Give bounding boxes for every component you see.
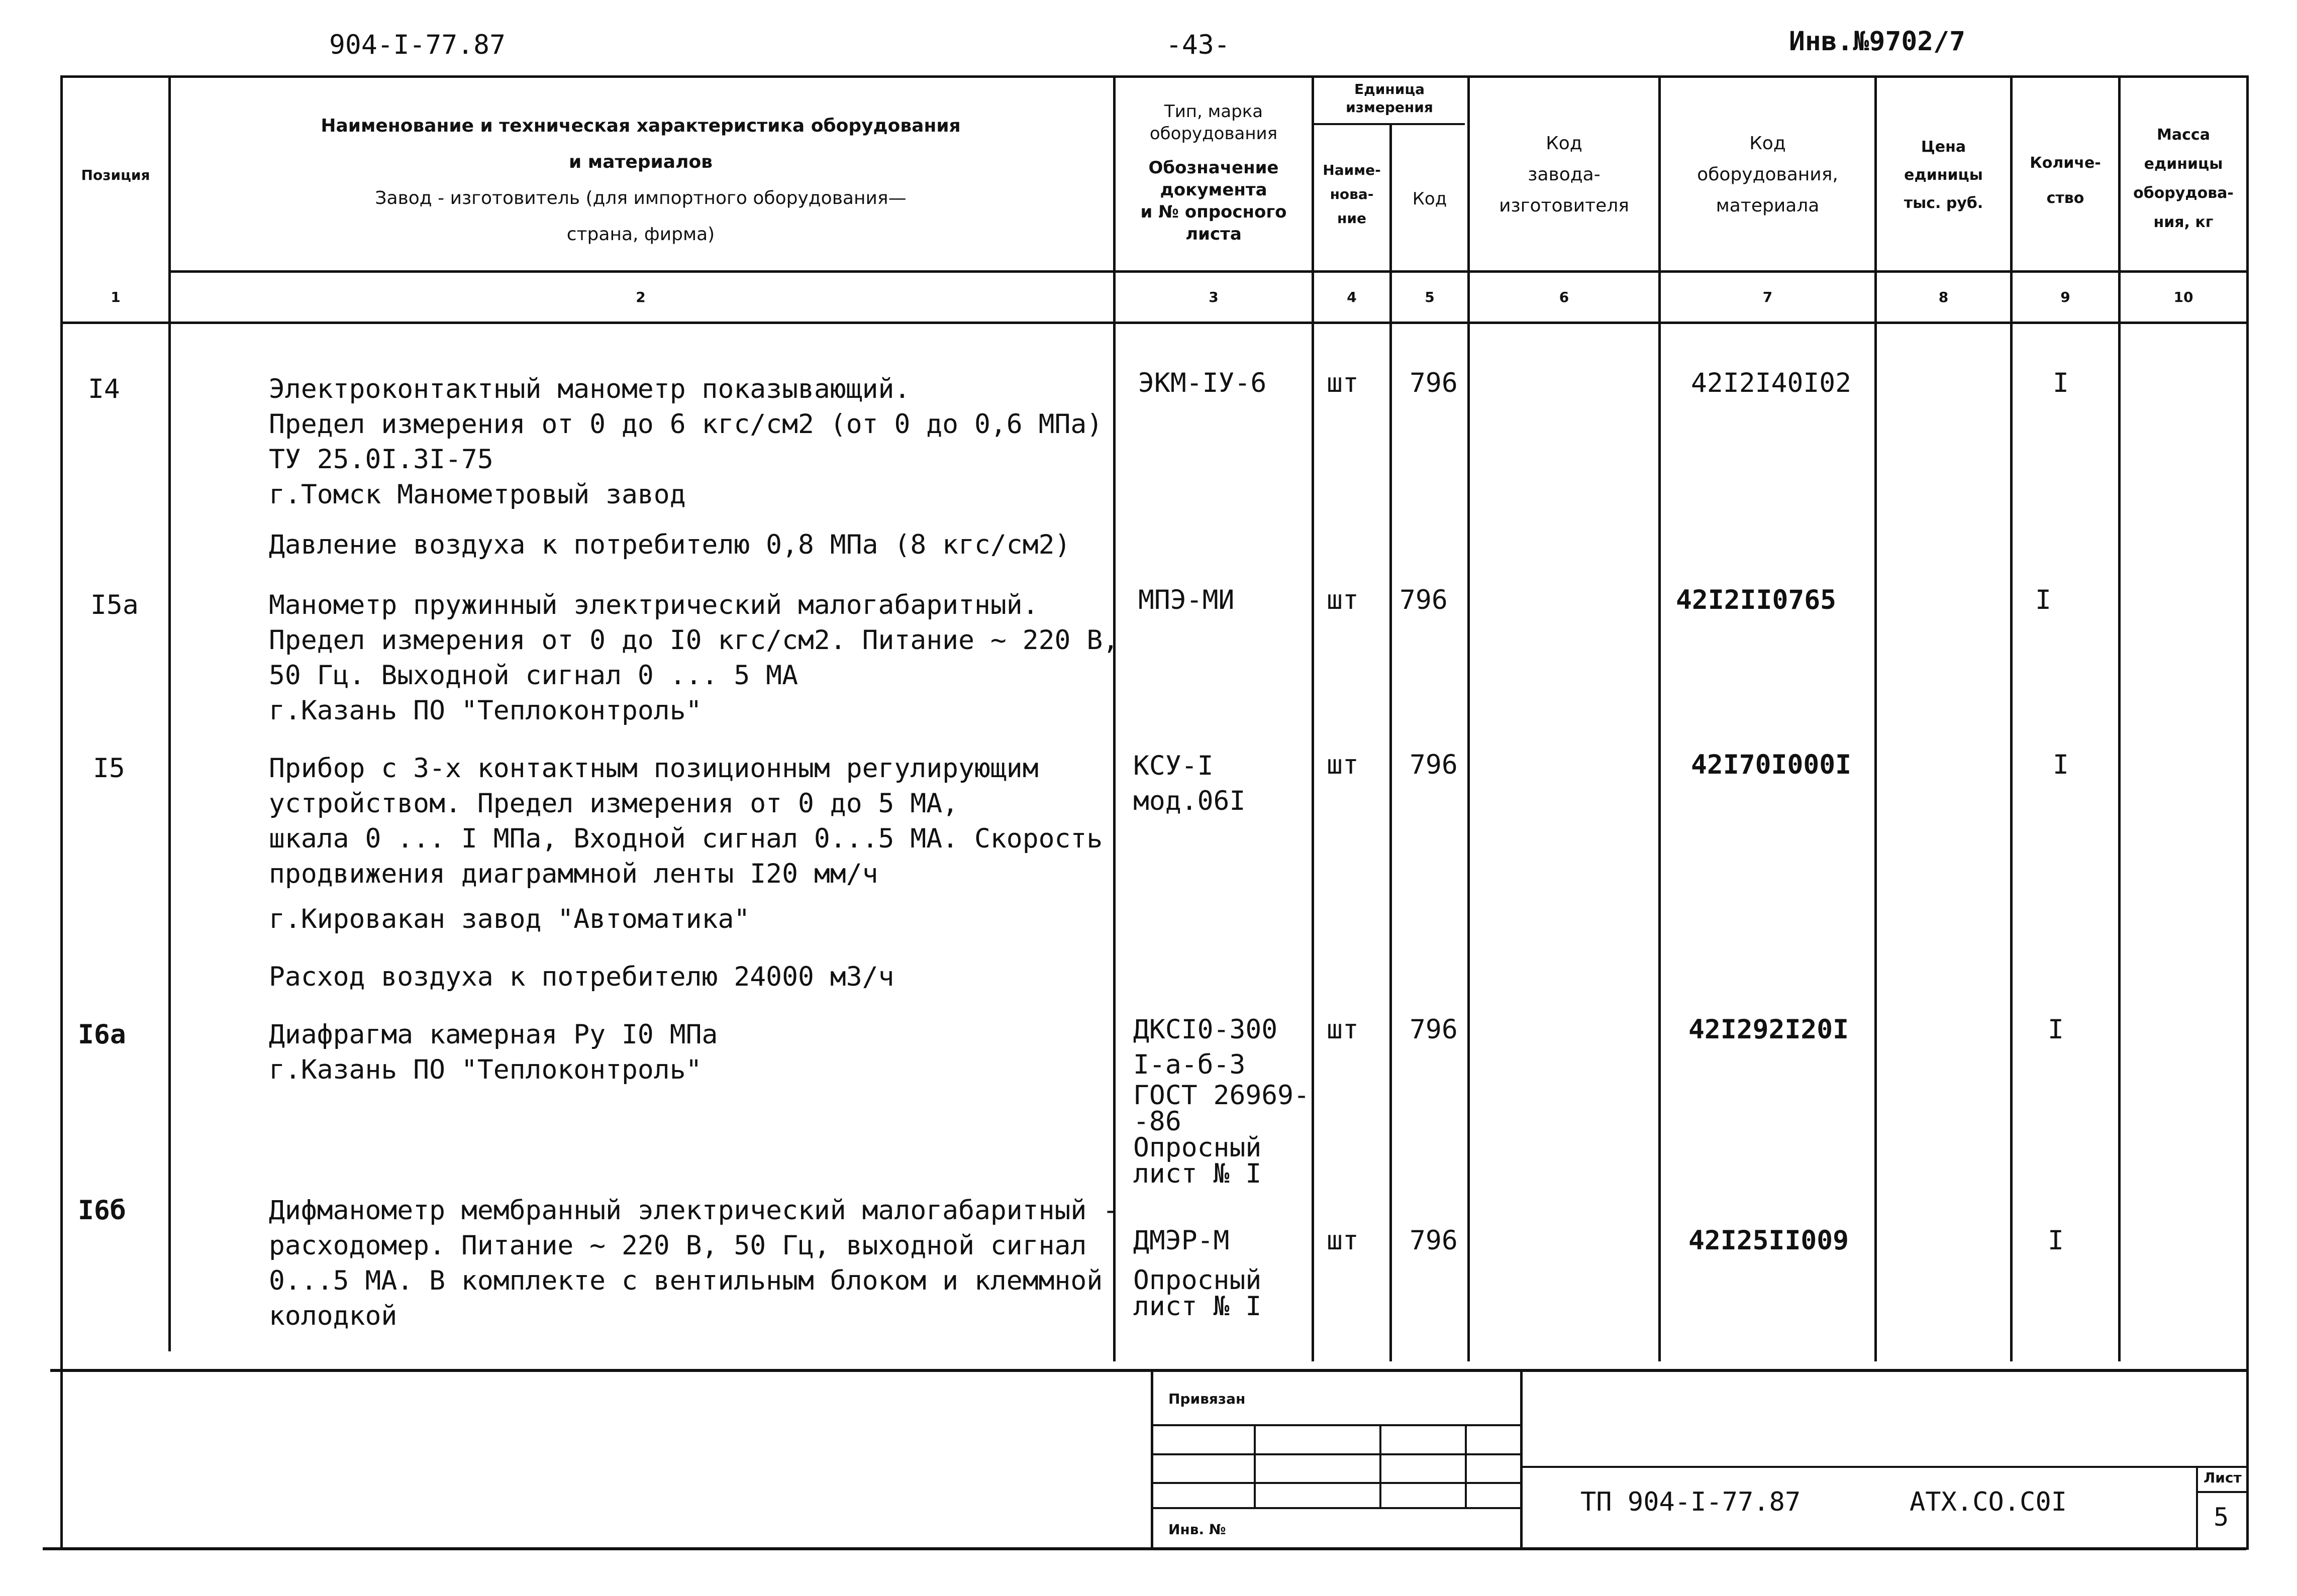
- row-position: I5: [93, 753, 125, 784]
- row-equipment-code: 42I2II0765: [1676, 585, 1837, 615]
- header-type: Тип, марка оборудования Обозначение документа и № опросного листа: [1140, 101, 1287, 244]
- col-number-1: 1: [111, 289, 121, 305]
- stamp-doc-top-line: [1523, 1466, 2246, 1468]
- col-number-2: 2: [636, 289, 646, 305]
- row-unit-code: 796: [1410, 368, 1458, 398]
- row-description: Электроконтактный манометр показывающий. Предел измерения от 0 до 6 кгс/см2 (от 0 до 0,6 МПа) ТУ 25.0I.3I-75 г.Томск Манометровый завод: [269, 374, 1103, 510]
- stamp-inv-label: Инв. №: [1168, 1521, 1226, 1538]
- sheet-label: Лист: [2204, 1469, 2242, 1486]
- row-unit: шт: [1327, 1014, 1359, 1045]
- sheet-box-left: [2196, 1466, 2198, 1549]
- row-position: I6а: [78, 1019, 126, 1050]
- row-description: Манометр пружинный электрический малогабаритный. Предел измерения от 0 до I0 кгс/см2. Питание ~ 220 В, 50 Гц. Выходной сигнал 0 ... 5 МА г.Казань ПО "Теплоконтроль": [269, 590, 1119, 726]
- row-position: I5а: [90, 590, 139, 620]
- col-divider-5: [1467, 75, 1470, 1361]
- row-quantity: I: [2048, 1014, 2064, 1045]
- stamp-grid-divider: [1379, 1424, 1381, 1507]
- col-number-7: 7: [1762, 289, 1773, 305]
- note-air-flow: Расход воздуха к потребителю 24000 м3/ч: [269, 962, 894, 992]
- row-description: Дифманометр мембранный электрический малогабаритный - расходомер. Питание ~ 220 В, 50 Гц, выходной сигнал 0...5 МА. В комплекте с вентильным блоком и клеммной колодкой: [269, 1195, 1119, 1331]
- row-description: Прибор с 3-х контактным позиционным регулирующим устройством. Предел измерения от 0 до 5 МА, шкала 0 ... I МПа, Входной сигнал 0...5 МА. Скорость продвижения диаграммной ленты I20 мм/ч г.Кировакан завод "Автоматика": [269, 753, 1103, 934]
- row-quantity: I: [2053, 368, 2069, 398]
- row-quantity: I: [2053, 750, 2069, 780]
- header-name: Наименование и техническая характеристика оборудования и материалов Завод - изготовитель (для импортного оборудования— страна, фирма): [321, 116, 961, 245]
- row-unit: шт: [1327, 1225, 1359, 1256]
- row-equipment-code: 42I2I40I02: [1691, 368, 1852, 398]
- col-divider-9: [2118, 75, 2121, 1361]
- row-equipment-code: 42I292I20I: [1688, 1014, 1849, 1045]
- col-divider-8: [2010, 75, 2013, 1361]
- header-unit-name: Наиме- нова- ние: [1323, 162, 1381, 227]
- stamp-doc-code: ТП 904-I-77.87: [1580, 1487, 1801, 1517]
- row-unit: шт: [1327, 750, 1359, 780]
- row-type: ДКСI0-300 I-а-б-3 ГОСТ 26969- -86 Опросный лист № I: [1133, 1014, 1310, 1189]
- row-position: I6б: [78, 1195, 126, 1226]
- header-bottom-border: [168, 270, 2246, 273]
- col-number-4: 4: [1347, 289, 1357, 305]
- page-number: -43-: [1166, 30, 1230, 60]
- row-description: Диафрагма камерная Ру I0 МПа г.Казань ПО "Теплоконтроль": [269, 1019, 718, 1085]
- col-divider-7: [1874, 75, 1877, 1361]
- col-number-5: 5: [1425, 289, 1435, 305]
- header-unit: Единица измерения: [1346, 81, 1433, 116]
- col-number-6: 6: [1559, 289, 1569, 305]
- header-position: Позиция: [81, 167, 150, 183]
- page-bottom-border: [43, 1547, 2246, 1550]
- row-unit: шт: [1327, 368, 1359, 398]
- col-divider-3: [1312, 75, 1314, 1361]
- row-equipment-code: 42I70I000I: [1691, 750, 1852, 780]
- stamp-privyazan-label: Привязан: [1168, 1391, 1246, 1407]
- row-unit-code: 796: [1410, 1014, 1458, 1045]
- col-number-9: 9: [2060, 289, 2070, 305]
- col-divider-6: [1658, 75, 1661, 1361]
- stamp-doc-mark: АТХ.СО.С0I: [1910, 1487, 2067, 1517]
- header-mass: Масса единицы оборудова- ния, кг: [2133, 126, 2234, 231]
- note-air-pressure: Давление воздуха к потребителю 0,8 МПа (8 кгс/см2): [269, 529, 1071, 560]
- header-manufacturer-code: Код завода- изготовителя: [1499, 133, 1629, 216]
- header-unit-code: Код: [1412, 189, 1447, 209]
- row-equipment-code: 42I25II009: [1688, 1225, 1849, 1256]
- document-code: 904-I-77.87: [329, 30, 506, 60]
- stamp-grid-divider: [1465, 1424, 1467, 1507]
- row-unit-code: 796: [1400, 585, 1448, 615]
- row-type: ДМЭР-М Опросный лист № I: [1133, 1225, 1262, 1322]
- table-right-border: [2246, 75, 2249, 1550]
- row-quantity: I: [2048, 1225, 2064, 1256]
- col-number-8: 8: [1938, 289, 1949, 305]
- stamp-grid-line: [1153, 1507, 1520, 1509]
- row-unit: шт: [1327, 585, 1359, 615]
- stamp-left-border: [1151, 1370, 1153, 1549]
- stamp-grid-divider: [1254, 1424, 1256, 1507]
- sheet-box-divider: [2196, 1491, 2246, 1493]
- sheet-number: 5: [2214, 1503, 2229, 1532]
- row-quantity: I: [2035, 585, 2051, 615]
- header-equipment-code: Код оборудования, материала: [1697, 133, 1838, 216]
- col-divider-4: [1389, 123, 1392, 1361]
- header-price: Цена единицы тыс. руб.: [1904, 138, 1983, 212]
- row-type: МПЭ-МИ: [1138, 585, 1235, 615]
- row-type: КСУ-I мод.06I: [1133, 751, 1246, 816]
- header-quantity: Количе- ство: [2030, 154, 2101, 207]
- row-unit-code: 796: [1410, 750, 1458, 780]
- inventory-number: Инв.№9702/7: [1789, 26, 1965, 57]
- numbers-bottom-border: [60, 322, 2246, 324]
- col-number-10: 10: [2173, 289, 2193, 305]
- row-unit-code: 796: [1410, 1225, 1458, 1256]
- row-position: I4: [88, 374, 120, 404]
- table-top-border: [60, 75, 2246, 78]
- col-number-3: 3: [1209, 289, 1219, 305]
- body-bottom-border: [50, 1369, 2246, 1372]
- stamp-right-border: [1520, 1370, 1523, 1549]
- row-type: ЭКМ-IУ-6: [1138, 368, 1267, 398]
- col-divider-1: [168, 75, 171, 1351]
